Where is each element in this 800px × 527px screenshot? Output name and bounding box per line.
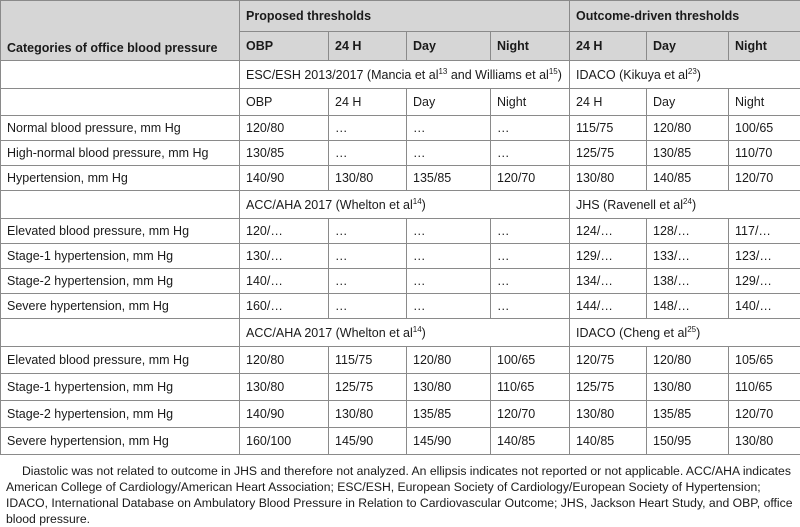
cell: 123/…: [729, 244, 800, 269]
study-label-left: ESC/ESH 2013/2017 (Mancia et $al^{13}$ and Williams et $al^{15}$): [240, 61, 570, 89]
cell: 140/…: [729, 294, 800, 319]
cell: 135/85: [647, 401, 729, 428]
col-header: 24 H: [570, 32, 647, 61]
row-label: Elevated blood pressure, mm Hg: [1, 219, 240, 244]
cell: 120/70: [491, 166, 570, 191]
cell: 130/85: [647, 141, 729, 166]
cell: 130/80: [729, 428, 800, 455]
sub-col-header: 24 H: [329, 89, 407, 116]
row-label: Elevated blood pressure, mm Hg: [1, 347, 240, 374]
cell: 120/80: [647, 347, 729, 374]
cell: 144/…: [570, 294, 647, 319]
cell: 140/90: [240, 401, 329, 428]
table-row: [1, 116, 800, 141]
cell: 120/75: [570, 347, 647, 374]
cell: 140/85: [570, 428, 647, 455]
cell: 135/85: [407, 166, 491, 191]
cell: 125/75: [570, 141, 647, 166]
table-row: [1, 244, 800, 269]
sub-col-header: Day: [647, 89, 729, 116]
cell: 120/80: [407, 347, 491, 374]
col-header: Night: [729, 32, 800, 61]
col-header: OBP: [240, 32, 329, 61]
table-row: [1, 269, 800, 294]
table-row: [1, 294, 800, 319]
study-row: [1, 61, 800, 89]
cell: 160/100: [240, 428, 329, 455]
header-row-1: [1, 1, 800, 32]
outcome-thresholds-header: Outcome-driven thresholds: [570, 1, 800, 32]
cell: 115/75: [570, 116, 647, 141]
category-header: Categories of office blood pressure: [1, 1, 240, 61]
cell: 140/90: [240, 166, 329, 191]
cell: 124/…: [570, 219, 647, 244]
cell: 130/…: [240, 244, 329, 269]
cell: 133/…: [647, 244, 729, 269]
col-header: Night: [491, 32, 570, 61]
sub-col-header: 24 H: [570, 89, 647, 116]
table-row: [1, 166, 800, 191]
cell: 130/85: [240, 141, 329, 166]
cell: 140/…: [240, 269, 329, 294]
row-label: High-normal blood pressure, mm Hg: [1, 141, 240, 166]
cell: 140/85: [647, 166, 729, 191]
col-header: 24 H: [329, 32, 407, 61]
study-label-left: ACC/AHA 2017 (Whelton et $al^{14}$): [240, 319, 570, 347]
cell: …: [407, 244, 491, 269]
footnote-line: IDACO, International Database on Ambulatory Blood Pressure in Relation to Cardiovascular Outcome; JHS, Jackson Heart Study, and OBP, office: [6, 495, 794, 511]
sub-col-header: Night: [729, 89, 800, 116]
cell: 125/75: [329, 374, 407, 401]
cell: …: [407, 219, 491, 244]
cell: …: [491, 244, 570, 269]
cell: 110/70: [729, 141, 800, 166]
cell: …: [329, 269, 407, 294]
proposed-thresholds-header: Proposed thresholds: [240, 1, 570, 32]
table-row: [1, 141, 800, 166]
cell: 120/80: [240, 347, 329, 374]
row-label: Severe hypertension, mm Hg: [1, 294, 240, 319]
row-label: Stage-2 hypertension, mm Hg: [1, 401, 240, 428]
cell: 120/70: [729, 166, 800, 191]
cell: 150/95: [647, 428, 729, 455]
cell: 130/80: [570, 401, 647, 428]
cell: 125/75: [570, 374, 647, 401]
sub-col-header: Night: [491, 89, 570, 116]
study-label-right: IDACO (Kikuya et $al^{23}$): [570, 61, 800, 89]
cell: 160/…: [240, 294, 329, 319]
row-label: Stage-2 hypertension, mm Hg: [1, 269, 240, 294]
table-row: [1, 401, 800, 428]
cell: …: [407, 294, 491, 319]
cell: 130/80: [407, 374, 491, 401]
study-label-right: JHS (Ravenell et $al^{24}$): [570, 191, 800, 219]
cell: …: [407, 116, 491, 141]
cell: 148/…: [647, 294, 729, 319]
cell: 134/…: [570, 269, 647, 294]
footnote-line: Diastolic was not related to outcome in JHS and therefore not analyzed. An ellipsis indicates not reported or not applicable. ACC/AHA indicates: [6, 463, 794, 479]
cell: 130/80: [570, 166, 647, 191]
cell: 130/80: [329, 166, 407, 191]
cell: …: [491, 141, 570, 166]
cell: 120/70: [491, 401, 570, 428]
col-header: Day: [407, 32, 491, 61]
cell: …: [329, 294, 407, 319]
sub-col-header: OBP: [240, 89, 329, 116]
cell: …: [491, 269, 570, 294]
cell: 100/65: [491, 347, 570, 374]
study-label-right: IDACO (Cheng et $al^{25}$): [570, 319, 800, 347]
cell: 117/…: [729, 219, 800, 244]
row-label: Severe hypertension, mm Hg: [1, 428, 240, 455]
cell: 120/80: [647, 116, 729, 141]
cell: …: [407, 269, 491, 294]
cell: 135/85: [407, 401, 491, 428]
cell: 120/80: [240, 116, 329, 141]
cell: 128/…: [647, 219, 729, 244]
study-row: [1, 319, 800, 347]
footnote-line: blood pressure.: [6, 511, 794, 527]
table-row: [1, 219, 800, 244]
cell: 129/…: [570, 244, 647, 269]
cell: 130/80: [647, 374, 729, 401]
cell: 130/80: [240, 374, 329, 401]
cell: 129/…: [729, 269, 800, 294]
cell: …: [329, 244, 407, 269]
sub-col-header: Day: [407, 89, 491, 116]
cell: …: [329, 141, 407, 166]
table-footnote: [0, 455, 800, 527]
cell: …: [329, 116, 407, 141]
cell: 140/85: [491, 428, 570, 455]
row-label: Hypertension, mm Hg: [1, 166, 240, 191]
row-label: Stage-1 hypertension, mm Hg: [1, 244, 240, 269]
cell: 120/…: [240, 219, 329, 244]
study-row: [1, 191, 800, 219]
cell: 110/65: [729, 374, 800, 401]
cell: …: [407, 141, 491, 166]
table-row: [1, 374, 800, 401]
study-label-left: ACC/AHA 2017 (Whelton et $al^{14}$): [240, 191, 570, 219]
cell: 100/65: [729, 116, 800, 141]
cell: …: [491, 294, 570, 319]
cell: 145/90: [329, 428, 407, 455]
cell: 105/65: [729, 347, 800, 374]
row-label: Stage-1 hypertension, mm Hg: [1, 374, 240, 401]
cell: 145/90: [407, 428, 491, 455]
cell: …: [491, 116, 570, 141]
cell: 110/65: [491, 374, 570, 401]
cell: 115/75: [329, 347, 407, 374]
table-row: [1, 347, 800, 374]
col-header: Day: [647, 32, 729, 61]
table-row: [1, 428, 800, 455]
cell: 120/70: [729, 401, 800, 428]
subheader-row: [1, 89, 800, 116]
cell: 138/…: [647, 269, 729, 294]
footnote-line: American College of Cardiology/American Heart Association; ESC/ESH, European Society of Cardiology/European Society of Hypertension;: [6, 479, 794, 495]
cell: …: [491, 219, 570, 244]
cell: …: [329, 219, 407, 244]
row-label: Normal blood pressure, mm Hg: [1, 116, 240, 141]
cell: 130/80: [329, 401, 407, 428]
